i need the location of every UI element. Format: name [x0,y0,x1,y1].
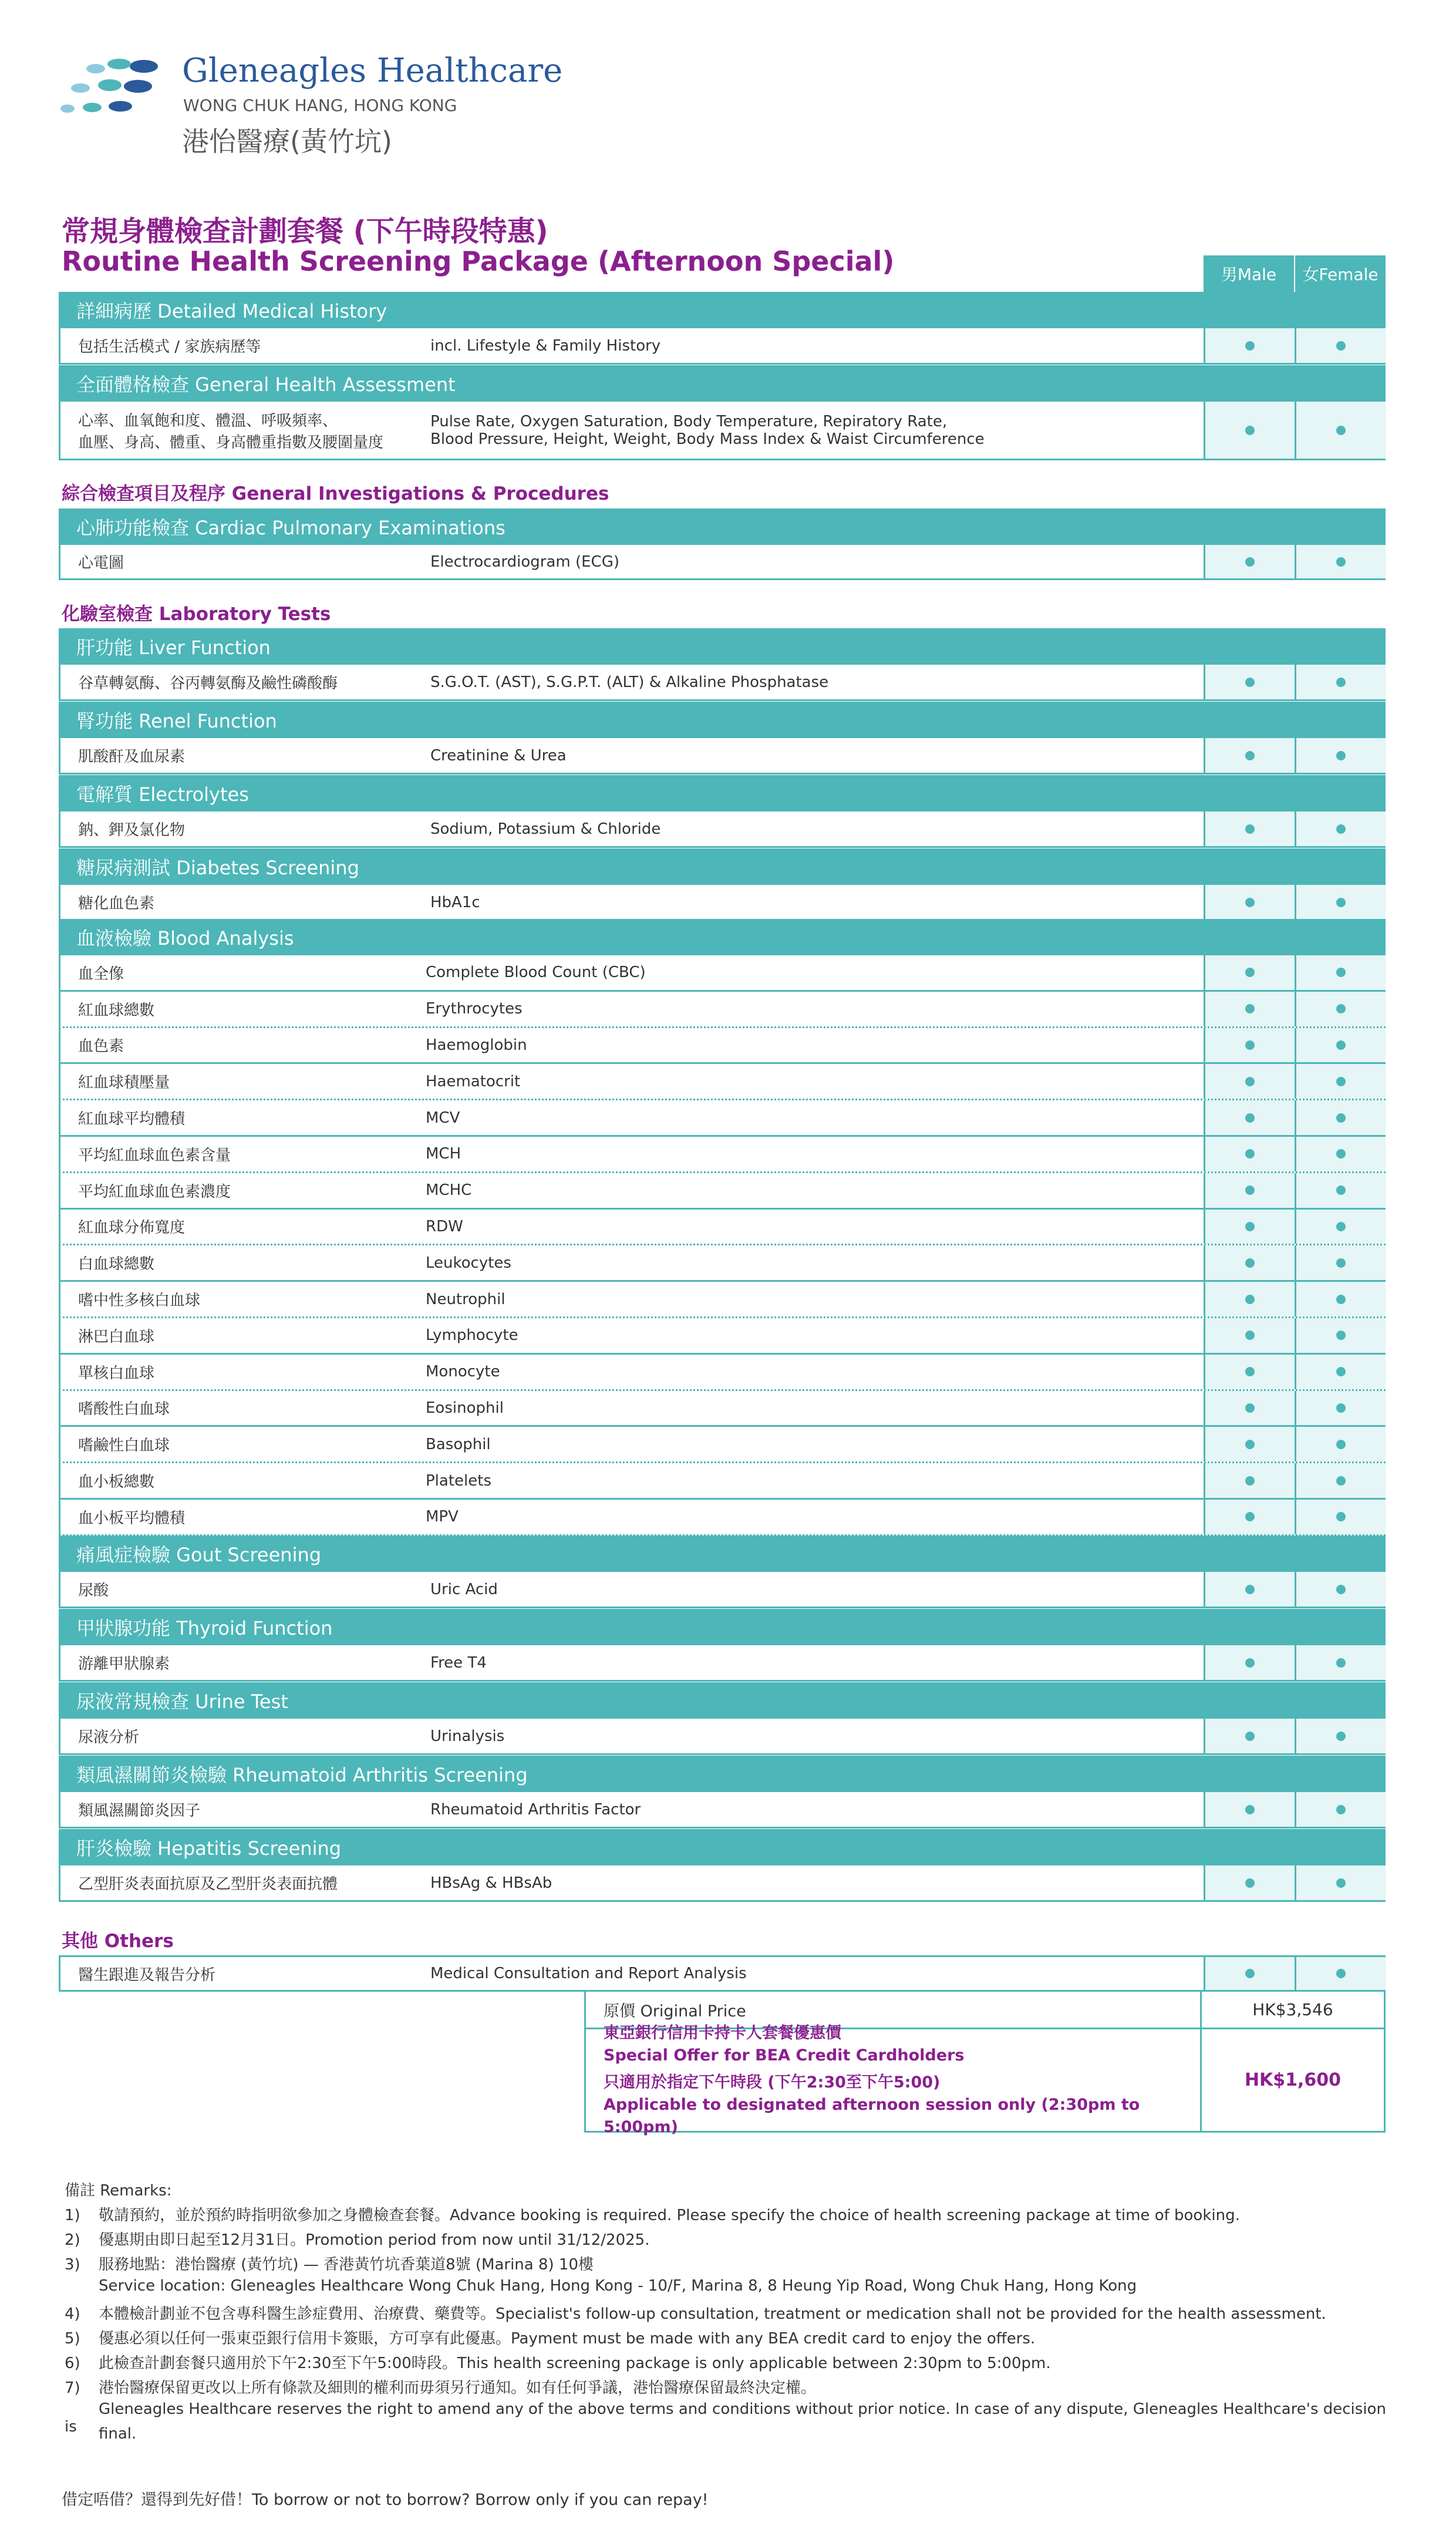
dot-icon [1336,1969,1346,1978]
item-en: Uric Acid [430,1580,498,1598]
dot-icon [1336,1732,1346,1741]
blood-item-row [59,1028,1386,1065]
item-ecg [59,545,1386,580]
item-en: Haematocrit [426,1072,521,1090]
dot-icon [1245,1878,1255,1888]
item-zh: 單核白血球 [78,1364,155,1382]
dot-icon [1245,1658,1255,1668]
dot-icon [1336,1440,1346,1449]
item-zh: 乙型肝炎表面抗原及乙型肝炎表面抗體 [78,1875,338,1893]
item-en: MPV [426,1508,459,1526]
item-zh: 心電圖 [78,554,124,572]
male-mark [1204,1245,1295,1280]
dot-icon [1336,1186,1346,1195]
dot-icon [1245,968,1255,977]
female-mark [1295,328,1386,363]
remark-text: 優惠期由即日起至12月31日。Promotion period from now until 31/12/2025. [99,2231,650,2249]
female-mark [1295,992,1386,1026]
item-en: HBsAg & HBsAb [430,1874,552,1892]
dot-icon [1245,1149,1255,1159]
item-zh: 血小板平均體積 [78,1509,186,1527]
blood-item-row [59,1463,1386,1500]
blood-item-row [59,1210,1386,1246]
item-zh: 血全像 [78,965,124,983]
dot-icon [1245,1331,1255,1340]
male-mark [1204,1427,1295,1461]
male-mark [1204,1572,1295,1607]
dot-icon [1336,426,1346,435]
item-en [430,402,1204,459]
item-zh: 平均紅血球血色素濃度 [78,1183,231,1201]
dot-icon [1245,1004,1255,1013]
item-zh: 平均紅血球血色素含量 [78,1146,231,1164]
remark-text: 優惠必須以任何一張東亞銀行信用卡簽賬，方可享有此優惠。Payment must be made with any BEA credit card to enjoy the offers. [99,2330,1036,2348]
item-en: Eosinophil [426,1399,504,1417]
dot-icon [1245,426,1255,435]
remark-text: 此檢查計劃套餐只適用於下午2:30至下午5:00時段。This health screening package is only applicable between 2:30pm to 5:00pm. [99,2355,1051,2372]
col-male-header: 男Male [1204,255,1296,292]
item-hepatitis [59,1865,1386,1902]
category-rheuma: 類風濕關節炎檢驗 Rheumatoid Arthritis Screening [59,1756,1386,1792]
remark-number: 2) [65,2231,80,2249]
male-mark [1204,1100,1295,1135]
female-mark [1295,665,1386,699]
category-blood: 血液檢驗 Blood Analysis [59,919,1386,955]
section-lab: 化驗室檢查 Laboratory Tests [62,604,331,625]
remarks-title: 備註 Remarks: [65,2182,172,2200]
title-zh: 常規身體檢查計劃套餐 (下午時段特惠) [62,215,548,248]
dot-icon [1336,341,1346,351]
item-en: MCV [426,1109,460,1127]
session-zh: 只適用於指定下午時段 (下午2:30至下午5:00) [604,2073,941,2092]
dot-icon [1245,1113,1255,1123]
remark-text: 本體檢計劃並不包含專科醫生診症費用、治療費、藥費等。Specialist's follow-up consultation, treatment or medication shall not be provided for the health assessment. [99,2305,1326,2323]
dot-icon [1336,1295,1346,1304]
male-mark [1204,1391,1295,1426]
price-offer-text [586,2023,1200,2136]
dot-icon [1336,1805,1346,1814]
item-zh [60,402,430,459]
female-mark [1295,1463,1386,1498]
item-zh: 嗜中性多核白血球 [78,1292,201,1310]
item-zh: 紅血球積壓量 [78,1074,170,1092]
section-general: 綜合檢查項目及程序 General Investigations & Procedures [62,483,609,504]
dot-icon [1336,1004,1346,1013]
dot-icon [1245,1222,1255,1231]
brand-name: Gleneagles Healthcare [182,52,563,90]
item-zh: 紅血球總數 [78,1001,155,1019]
male-mark [1204,1865,1295,1900]
male-mark [1204,402,1295,459]
dot-icon [1245,1476,1255,1486]
blood-item-row [59,1318,1386,1355]
item-en: Urinalysis [430,1727,505,1745]
female-mark [1295,1028,1386,1063]
item-zh: 紅血球分佈寬度 [78,1219,186,1237]
item-en: Medical Consultation and Report Analysis [430,1965,747,1982]
item-en: Erythrocytes [426,1000,523,1018]
remark-line [65,2277,1391,2295]
dot-icon [1336,1113,1346,1123]
price-original-value: HK$3,546 [1200,1992,1384,2028]
dot-icon [1245,341,1255,351]
remark-text: Gleneagles Healthcare reserves the right to amend any of the above terms and conditions without prior notice. In case of any dispute, Gleneagles Healthcare's decision is [65,2400,1386,2436]
item-en-line: Blood Pressure, Height, Weight, Body Mass Index & Waist Circumference [430,430,985,448]
item-en: Sodium, Potassium & Chloride [430,820,661,838]
male-mark [1204,1064,1295,1099]
female-mark [1295,1173,1386,1208]
item-zh: 尿液分析 [78,1729,140,1746]
dot-icon [1336,1476,1346,1486]
dot-icon [1245,1732,1255,1741]
section-others: 其他 Others [62,1931,174,1952]
item-zh: 嗜酸性白血球 [78,1400,170,1419]
blood-item-row [59,955,1386,992]
female-mark [1295,1245,1386,1280]
remark-text: 港怡醫療保留更改以上所有條款及細則的權利而毋須另行通知。如有任何爭議，港怡醫療保留最終決定權。 [99,2379,817,2397]
female-mark [1295,1792,1386,1827]
female-mark [1295,1210,1386,1244]
category-renal: 腎功能 Renel Function [59,702,1386,738]
category-electrolytes: 電解質 Electrolytes [59,775,1386,811]
blood-item-row [59,1427,1386,1463]
item-zh: 肌酸酐及血尿素 [78,748,186,766]
footer-slogan: 借定唔借？還得到先好借！To borrow or not to borrow? Borrow only if you can repay! [62,2491,709,2509]
female-mark [1295,1719,1386,1753]
dot-icon [1245,1040,1255,1050]
item-rheuma [59,1792,1386,1828]
male-mark [1204,1500,1295,1534]
dot-icon [1245,1440,1255,1449]
male-mark [1204,885,1295,920]
item-en: Platelets [426,1471,491,1490]
male-mark [1204,1137,1295,1171]
dot-icon [1245,824,1255,834]
remark-line [65,2302,1391,2323]
male-mark [1204,1318,1295,1353]
female-mark [1295,1391,1386,1426]
item-assessment [59,402,1386,460]
item-en: MCHC [426,1181,472,1200]
item-en: Creatinine & Urea [430,746,567,765]
category-history: 詳細病歷 Detailed Medical History [59,292,1386,328]
item-en: Leukocytes [426,1254,511,1272]
item-urine [59,1719,1386,1755]
item-zh: 包括生活模式 / 家族病歷等 [78,338,261,356]
remark-line [65,2351,1391,2373]
remark-number: 7) [65,2379,80,2397]
title-en: Routine Health Screening Package (Afternoon Special) [62,245,895,277]
offer-en: Special Offer for BEA Credit Cardholders [604,2046,965,2065]
dot-icon [1336,1585,1346,1594]
item-zh: 類風濕關節炎因子 [78,1802,201,1820]
male-mark [1204,1282,1295,1316]
dot-icon [1245,557,1255,567]
remark-number: 6) [65,2355,80,2372]
price-offer-row [584,2023,1386,2136]
item-diabetes [59,885,1386,921]
blood-item-row [59,1500,1386,1536]
female-mark [1295,1645,1386,1680]
dot-icon [1245,1585,1255,1594]
remark-text: final. [99,2425,137,2443]
logo [56,56,167,114]
male-mark [1204,1028,1295,1063]
male-mark [1204,738,1295,773]
item-en: Basophil [426,1435,491,1453]
dot-icon [1336,1222,1346,1231]
item-en: S.G.O.T. (AST), S.G.P.T. (ALT) & Alkaline Phosphatase [430,673,829,691]
brand-name-zh: 港怡醫療(黃竹坑) [182,126,392,157]
male-mark [1204,992,1295,1026]
dot-icon [1336,1258,1346,1268]
male-mark [1204,955,1295,990]
male-mark [1204,328,1295,363]
item-zh: 血色素 [78,1038,124,1056]
remark-line [65,2228,1391,2249]
remark-number: 1) [65,2207,80,2224]
male-mark [1204,1173,1295,1208]
male-mark [1204,811,1295,846]
item-en: Neutrophil [426,1290,505,1308]
item-zh: 鈉、鉀及氯化物 [78,821,186,839]
item-en: Rheumatoid Arthritis Factor [430,1800,641,1818]
female-mark [1295,1427,1386,1461]
dot-icon [1245,1077,1255,1086]
female-mark [1295,955,1386,990]
female-mark [1295,545,1386,578]
remark-line [65,2376,1391,2397]
item-zh: 糖化血色素 [78,895,155,912]
male-mark [1204,1210,1295,1244]
blood-item-row [59,992,1386,1028]
category-liver: 肝功能 Liver Function [59,628,1386,665]
offer-zh: 東亞銀行信用卡持卡人套餐優惠價 [604,2023,841,2042]
female-mark [1295,1500,1386,1534]
category-hepatitis: 肝炎檢驗 Hepatitis Screening [59,1829,1386,1865]
category-thyroid: 甲狀腺功能 Thyroid Function [59,1609,1386,1645]
remark-text: 服務地點：港怡醫療 (黃竹坑) — 香港黃竹坑香葉道8號 (Marina 8) 10樓 [99,2256,594,2274]
item-zh: 游離甲狀腺素 [78,1655,170,1673]
category-diabetes: 糖尿病測試 Diabetes Screening [59,848,1386,885]
male-mark [1204,665,1295,699]
item-en-line: Pulse Rate, Oxygen Saturation, Body Temperature, Repiratory Rate, [430,412,948,430]
male-mark [1204,1719,1295,1753]
item-en: Haemoglobin [426,1036,527,1054]
item-en: Free T4 [430,1653,487,1672]
brand-location: WONG CHUK HANG, HONG KONG [183,96,457,115]
item-zh: 淋巴白血球 [78,1328,155,1346]
male-mark [1204,1957,1295,1990]
male-mark [1204,1792,1295,1827]
dot-icon [1245,1969,1255,1978]
remark-line [65,2252,1391,2274]
female-mark [1295,1137,1386,1171]
dot-icon [1336,678,1346,687]
male-mark [1204,1355,1295,1389]
male-mark [1204,1463,1295,1498]
male-mark [1204,545,1295,578]
remark-line [65,2425,1391,2443]
item-en: HbA1c [430,893,480,911]
dot-icon [1336,751,1346,760]
female-mark [1295,1957,1386,1990]
blood-item-row [59,1282,1386,1318]
blood-item-row [59,1391,1386,1427]
item-gout [59,1572,1386,1608]
remark-number: 3) [65,2256,80,2274]
item-en: Electrocardiogram (ECG) [430,553,619,571]
female-mark [1295,885,1386,920]
item-electrolytes [59,811,1386,848]
item-zh-line: 心率、血氧飽和度、體溫、呼吸頻率、 [78,412,338,430]
item-en: incl. Lifestyle & Family History [430,336,661,355]
item-history [59,328,1386,365]
remark-number: 5) [65,2330,80,2348]
category-gout: 痛風症檢驗 Gout Screening [59,1535,1386,1572]
dot-icon [1336,1149,1346,1159]
remark-line [65,2326,1391,2348]
session-en: Applicable to designated afternoon session only (2:30pm to 5:00pm) [604,2095,1140,2136]
item-zh-line: 血壓、身高、體重、身高體重指數及腰圍量度 [78,433,384,452]
dot-icon [1336,968,1346,977]
male-mark [1204,1645,1295,1680]
item-consult [59,1955,1386,1992]
blood-item-row [59,1137,1386,1173]
item-zh: 谷草轉氨酶、谷丙轉氨酶及鹼性磷酸酶 [78,675,338,692]
remark-text: Service location: Gleneagles Healthcare Wong Chuk Hang, Hong Kong - 10/F, Marina 8, 8 Heung Yip Road, Wong Chuk Hang, Hong Kong [99,2277,1137,2295]
female-mark [1295,1572,1386,1607]
female-mark [1295,1064,1386,1099]
dot-icon [1336,898,1346,907]
dot-icon [1245,1367,1255,1376]
dot-icon [1245,751,1255,760]
item-zh: 血小板總數 [78,1473,155,1491]
item-liver [59,665,1386,701]
dot-icon [1336,557,1346,567]
dot-icon [1336,1077,1346,1086]
female-mark [1295,402,1386,459]
item-renal [59,738,1386,774]
dot-icon [1336,1403,1346,1413]
female-mark [1295,811,1386,846]
item-en: Lymphocyte [426,1326,518,1345]
female-mark [1295,1100,1386,1135]
dot-icon [1336,1331,1346,1340]
dot-icon [1245,1805,1255,1814]
item-en: MCH [426,1145,461,1163]
item-en: Complete Blood Count (CBC) [426,964,646,982]
blood-item-row [59,1100,1386,1137]
female-mark [1295,1318,1386,1353]
dot-icon [1245,1258,1255,1268]
female-mark [1295,1355,1386,1389]
item-zh: 紅血球平均體積 [78,1110,186,1129]
dot-icon [1336,824,1346,834]
dot-icon [1336,1658,1346,1668]
dot-icon [1245,1512,1255,1521]
female-mark [1295,1865,1386,1900]
item-zh: 白血球總數 [78,1255,155,1274]
col-female-header: 女Female [1295,255,1386,292]
female-mark [1295,1282,1386,1316]
blood-item-row [59,1245,1386,1282]
item-zh: 醫生跟進及報告分析 [78,1966,216,1984]
dot-icon [1245,1186,1255,1195]
dot-icon [1336,1512,1346,1521]
item-en: Monocyte [426,1363,500,1381]
dot-icon [1336,1878,1346,1888]
price-original-label: 原價 Original Price [604,2002,746,2020]
dot-icon [1336,1040,1346,1050]
blood-item-row [59,1173,1386,1210]
item-zh: 尿酸 [78,1582,109,1599]
blood-item-row [59,1064,1386,1100]
remark-number: 4) [65,2305,80,2323]
item-en: RDW [426,1217,463,1235]
blood-item-row [59,1355,1386,1391]
remark-text: 敬請預約，並於預約時指明欲參加之身體檢查套餐。Advance booking is required. Please specify the choice of health screening package at time of booking. [99,2207,1240,2224]
category-urine: 尿液常規檢查 Urine Test [59,1682,1386,1719]
category-assessment: 全面體格檢查 General Health Assessment [59,365,1386,402]
dot-icon [1245,1403,1255,1413]
dot-icon [1245,678,1255,687]
item-zh: 嗜鹼性白血球 [78,1437,170,1455]
female-mark [1295,738,1386,773]
remark-line [65,2203,1391,2225]
price-offer-value: HK$1,600 [1200,2029,1384,2131]
dot-icon [1336,1367,1346,1376]
dot-icon [1245,1295,1255,1304]
category-cardiac: 心肺功能檢查 Cardiac Pulmonary Examinations [59,508,1386,545]
item-thyroid [59,1645,1386,1682]
dot-icon [1245,898,1255,907]
